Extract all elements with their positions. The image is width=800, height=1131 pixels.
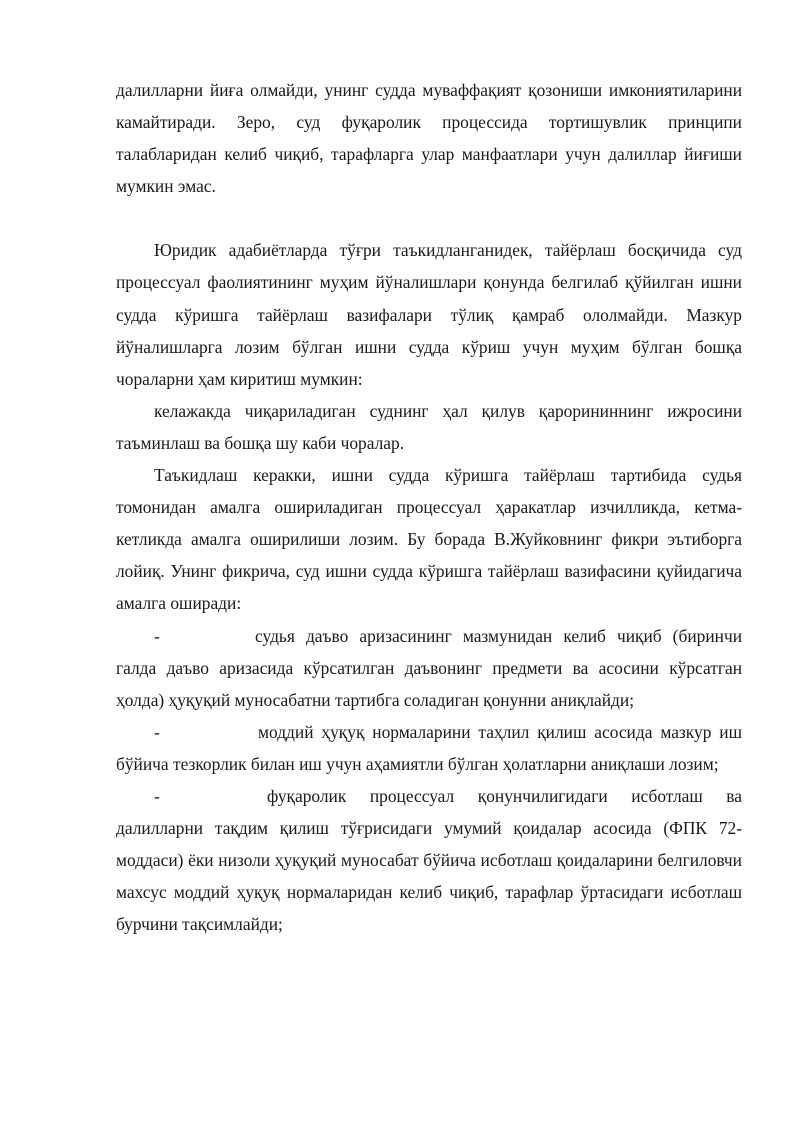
paragraph-spacer (116, 202, 742, 234)
paragraph-measures: келажакда чиқариладиган суднинг ҳал қилув қарорининнинг ижросини таъминлаш ва бошқа шу каби чоралар. (116, 400, 742, 453)
paragraph-literature: Юридик адабиётларда тўғри таъкидланганидек, тайёрлаш босқичида суд процессуал фаолиятининг муҳим йўналишлари қонунда белгилаб қўйилган ишни судда кўришга тайёрлаш вазифалари тўлиқ қамраб ололмайди. Мазкур йўналишларга лозим бўлган ишни судда кўриш учун муҳим бўлган бошқа чораларни ҳам киритиш мумкин: (116, 240, 742, 389)
paragraph-continuation: далилларни йиға олмайди, унинг судда муваффақият қозониши имкониятиларини камайтиради. Зеро, суд фуқаролик процессида тортишувлик принципи талабларидан келиб чиқиб, тарафларга улар манфаатлари учун далиллар йиғиши мумкин эмас. (116, 80, 742, 197)
list-item-text: фуқаролик процессуал қонунчилигидаги исботлаш ва далилларни тақдим қилиш тўғрисидаги умумий қоидалар асосида (ФПК 72-моддаси) ёки низоли ҳуқуқий муносабат бўйича исботлаш қоидаларини белгиловчи махсус моддий ҳуқуқ нормаларидан келиб чиқиб, тарафлар ўртасидаги исботлаш бурчини тақсимлайди; (116, 785, 742, 935)
list-marker: - (154, 625, 160, 646)
list-item (116, 716, 742, 780)
paragraph-sequence: Таъкидлаш керакки, ишни судда кўришга тайёрлаш тартибида судья томонидан амалга ошириладиган процессуал ҳаракатлар изчилликда, кетма-кетликда амалга оширилиши лозим. Бу борада В.Жуйковнинг фикри эътиборга лойиқ. Унинг фикрича, суд ишни судда кўришга тайёрлаш вазифасини қуйидагича амалга оширади: (116, 465, 742, 614)
list-item (116, 620, 742, 716)
list-item-text: судья даъво аризасининг мазмунидан келиб чиқиб (биринчи галда даъво аризасида кўрсатилган даъвонинг предмети ва асосини кўрсатган ҳолда) ҳуқуқий муносабатни тартибга соладиган қонунни аниқлайди; (116, 625, 742, 710)
list-item-text: моддий ҳуқуқ нормаларини таҳлил қилиш асосида мазкур иш бўйича тезкорлик билан иш учун аҳамиятли бўлган ҳолатларни аниқлаши лозим; (116, 721, 742, 774)
list-marker: - (154, 721, 160, 742)
list-marker: - (154, 785, 160, 806)
list-item (116, 780, 742, 940)
document-page (116, 74, 742, 940)
